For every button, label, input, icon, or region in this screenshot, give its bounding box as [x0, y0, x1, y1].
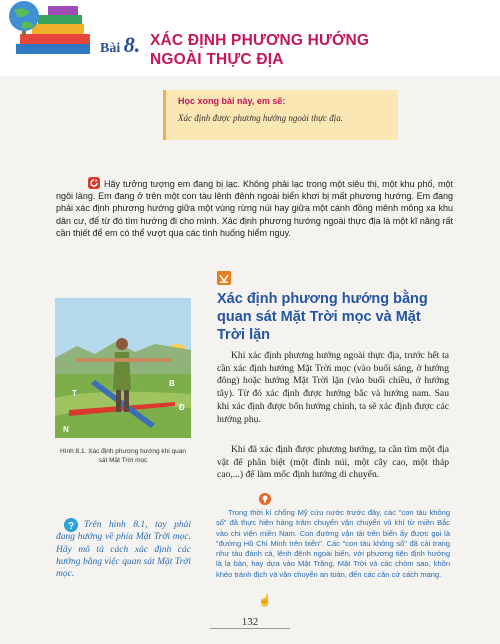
label-north: B — [169, 379, 175, 388]
globe-books-icon — [2, 0, 98, 58]
objectives-text: Xác định được phương hướng ngoài thực địa. — [178, 113, 344, 123]
svg-text:?: ? — [67, 521, 75, 532]
page-divider — [210, 628, 290, 629]
start-icon — [88, 177, 100, 189]
label-south: N — [63, 425, 69, 434]
section-icon — [217, 271, 231, 285]
sun-direction-figure — [55, 298, 191, 438]
intro-paragraph: Hãy tưởng tượng em đang bị lạc. Không phải lạc trong một siêu thị, một khu phố, một ngôi làng. Em đang ở trên một con tàu lênh đênh ngoài biển khơi bị mất phương hướng. Em đang phải xác định phương hướng giữa một vùng rừng núi hay giữa một cánh đồng mênh mông xa khu dân cư, để từ đó tìm hướng đi cho mình. Xác định phương hướng ngoài thực địa là một kĩ năng rất cần thiết để em có thể vượt qua các tình huống hiểm nguy. — [56, 179, 453, 238]
lesson-title — [150, 31, 410, 69]
page-number: 132 — [241, 616, 259, 628]
section-paragraph-1: Khi xác định phương hướng ngoài thực địa, trước hết ta cần xác định hướng Mặt Trời mọc (vào buổi sáng, ở hướng đông) hoặc hướng Mặt Trời lặn (vào buổi chiều, ở hướng tây). Từ đó xác định được hướng bắc và hướng nam. Sau khi xác định được bốn hướng chính, ta sẽ xác định được các hướng phụ. — [217, 350, 449, 425]
objectives-title: Học xong bài này, em sẽ: — [178, 96, 286, 106]
figure-caption: Hình 8.1. Xác định phương hướng khi quan sát Mặt Trời mọc — [59, 448, 186, 464]
lesson-title-line2: NGOÀI THỰC ĐỊA — [150, 51, 284, 68]
lesson-label-text: Bài — [100, 41, 121, 56]
question-icon — [64, 518, 78, 532]
label-west: T — [72, 389, 77, 398]
hand-pointer-icon: ☝ — [258, 595, 272, 607]
lesson-label — [100, 32, 140, 58]
label-east: Đ — [179, 403, 185, 412]
lesson-title-line1: XÁC ĐỊNH PHƯƠNG HƯỚNG — [150, 32, 370, 49]
section-paragraph-2: Khi đã xác định được phương hướng, ta cần tìm một địa vật để phân biệt (một đỉnh núi, một cây cao, một tháp cao,...) để làm mốc định hướng di chuyển. — [217, 444, 449, 481]
note-text: Trong thời kì chống Mỹ cứu nước trước đây, các "con tàu không số" đã thực hiện hàng trăm chuyến vận chuyển vũ khí từ miền Bắc vào chi viện miền Nam. Con đường vận tải trên biển ấy được gọi là "đường Hồ Chí Minh trên biển". Các "con tàu không số" đã cải trang như tàu đánh cá, lênh đênh ngoài biển, với phương tiện định hướng là la bàn, hay dựa vào Mặt Trăng, Mặt Trời và các chòm sao, khôn khéo tránh địch và vận chuyển an toàn, đến các căn cứ cách mạng. — [216, 508, 450, 579]
lesson-number: 8. — [123, 32, 141, 57]
question-text: Trên hình 8.1, tay phải đang hướng về phía Mặt Trời mọc. Hãy mô tả cách xác định các hướng bằng việc quan sát Mặt Trời mọc. — [56, 520, 191, 580]
section-title: Xác định phương hướng bằng quan sát Mặt Trời mọc và Mặt Trời lặn — [217, 291, 428, 343]
lightbulb-icon — [259, 493, 271, 505]
objectives-box — [163, 90, 398, 140]
